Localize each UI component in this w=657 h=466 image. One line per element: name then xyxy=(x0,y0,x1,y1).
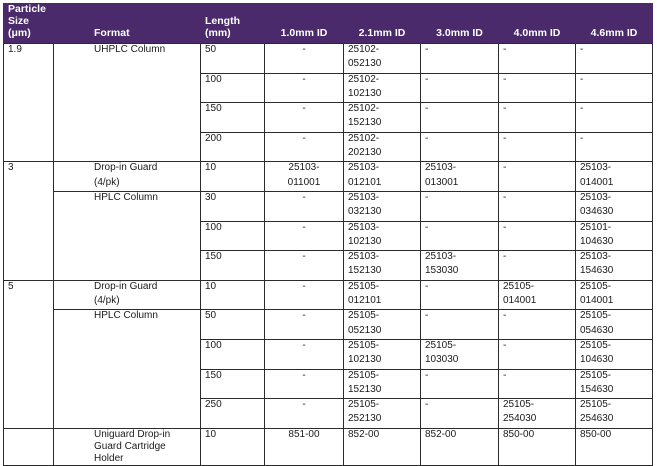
cell-3-0mm-id: 25103- xyxy=(421,251,499,266)
cell-particle-size xyxy=(4,147,54,162)
cell-2-1mm-id: 252130 xyxy=(344,413,421,428)
cell-2-1mm-id: 25102- xyxy=(344,44,421,59)
cell-3-0mm-id: 013001 xyxy=(421,177,499,192)
cell-4-6mm-id xyxy=(576,147,653,162)
table-row xyxy=(4,236,653,251)
cell-length xyxy=(201,88,265,103)
cell-3-0mm-id: - xyxy=(421,73,499,88)
cell-particle-size xyxy=(4,221,54,236)
cell-length xyxy=(201,354,265,369)
cell-1-0mm-id xyxy=(265,206,344,221)
table-row xyxy=(4,369,653,384)
cell-1-0mm-id: 25103- xyxy=(265,162,344,177)
cell-2-1mm-id: 25105- xyxy=(344,399,421,414)
product-table-container xyxy=(3,3,653,466)
cell-length: 10 xyxy=(201,162,265,177)
cell-particle-size xyxy=(4,73,54,88)
cell-format xyxy=(54,103,201,118)
cell-3-0mm-id: - xyxy=(421,280,499,295)
cell-1-0mm-id xyxy=(265,88,344,103)
table-row xyxy=(4,221,653,236)
cell-format xyxy=(54,265,201,280)
cell-3-0mm-id xyxy=(421,147,499,162)
cell-particle-size xyxy=(4,103,54,118)
cell-2-1mm-id: 25103- xyxy=(344,191,421,206)
cell-1-0mm-id: - xyxy=(265,251,344,266)
header-length: Length (mm) xyxy=(201,3,265,44)
cell-format xyxy=(54,339,201,354)
table-row xyxy=(4,384,653,399)
cell-1-0mm-id: - xyxy=(265,339,344,354)
cell-4-0mm-id: 850-00 xyxy=(499,428,576,465)
cell-4-6mm-id: 25105- xyxy=(576,369,653,384)
cell-3-0mm-id: - xyxy=(421,103,499,118)
cell-1-0mm-id: - xyxy=(265,310,344,325)
cell-length xyxy=(201,325,265,340)
table-row xyxy=(4,147,653,162)
cell-1-0mm-id: 851-00 xyxy=(265,428,344,465)
cell-2-1mm-id: 852-00 xyxy=(344,428,421,465)
cell-2-1mm-id: 25105- xyxy=(344,339,421,354)
cell-1-0mm-id: - xyxy=(265,280,344,295)
cell-4-6mm-id: 25103- xyxy=(576,191,653,206)
cell-particle-size: 1.9 xyxy=(4,44,54,59)
cell-length: 30 xyxy=(201,191,265,206)
cell-4-0mm-id xyxy=(499,265,576,280)
cell-1-0mm-id: - xyxy=(265,103,344,118)
cell-format xyxy=(54,354,201,369)
cell-4-6mm-id: 850-00 xyxy=(576,428,653,465)
cell-4-6mm-id: 25105- xyxy=(576,339,653,354)
cell-2-1mm-id: 102130 xyxy=(344,236,421,251)
cell-length: 100 xyxy=(201,221,265,236)
cell-4-6mm-id xyxy=(576,58,653,73)
cell-4-0mm-id xyxy=(499,206,576,221)
cell-4-0mm-id: - xyxy=(499,44,576,59)
cell-1-0mm-id: - xyxy=(265,132,344,147)
cell-format xyxy=(54,221,201,236)
cell-particle-size xyxy=(4,399,54,414)
cell-2-1mm-id: 052130 xyxy=(344,325,421,340)
cell-format xyxy=(54,413,201,428)
cell-particle-size xyxy=(4,310,54,325)
cell-1-0mm-id: - xyxy=(265,73,344,88)
cell-3-0mm-id: - xyxy=(421,44,499,59)
cell-4-0mm-id: 254030 xyxy=(499,413,576,428)
cell-3-0mm-id: - xyxy=(421,132,499,147)
cell-4-6mm-id: 25105- xyxy=(576,310,653,325)
cell-4-6mm-id xyxy=(576,88,653,103)
table-row xyxy=(4,265,653,280)
table-row xyxy=(4,44,653,59)
cell-2-1mm-id: 25103- xyxy=(344,251,421,266)
cell-4-6mm-id: - xyxy=(576,103,653,118)
cell-particle-size xyxy=(4,339,54,354)
cell-1-0mm-id xyxy=(265,236,344,251)
cell-1-0mm-id: 011001 xyxy=(265,177,344,192)
table-row xyxy=(4,73,653,88)
cell-length xyxy=(201,384,265,399)
table-row xyxy=(4,162,653,177)
header-row xyxy=(4,3,653,44)
cell-4-0mm-id xyxy=(499,117,576,132)
cell-length xyxy=(201,206,265,221)
cell-2-1mm-id: 25103- xyxy=(344,162,421,177)
cell-2-1mm-id: 102130 xyxy=(344,88,421,103)
cell-particle-size: 3 xyxy=(4,162,54,177)
cell-2-1mm-id: 152130 xyxy=(344,265,421,280)
cell-particle-size xyxy=(4,58,54,73)
cell-particle-size xyxy=(4,354,54,369)
cell-3-0mm-id: 25105- xyxy=(421,339,499,354)
cell-particle-size xyxy=(4,325,54,340)
cell-4-0mm-id xyxy=(499,325,576,340)
cell-3-0mm-id: 103030 xyxy=(421,354,499,369)
cell-1-0mm-id xyxy=(265,265,344,280)
cell-length: 200 xyxy=(201,132,265,147)
table-row xyxy=(4,354,653,369)
cell-particle-size xyxy=(4,369,54,384)
cell-2-1mm-id: 25105- xyxy=(344,280,421,295)
cell-1-0mm-id xyxy=(265,384,344,399)
cell-length: 10 xyxy=(201,280,265,295)
cell-format: (4/pk) xyxy=(54,295,201,310)
cell-2-1mm-id: 25102- xyxy=(344,73,421,88)
cell-4-0mm-id: - xyxy=(499,132,576,147)
cell-format xyxy=(54,147,201,162)
cell-4-0mm-id: 25105- xyxy=(499,399,576,414)
header-1-0mm-id: 1.0mm ID xyxy=(265,3,344,44)
cell-4-6mm-id: 154630 xyxy=(576,265,653,280)
cell-format xyxy=(54,117,201,132)
cell-3-0mm-id: 852-00 xyxy=(421,428,499,465)
cell-particle-size xyxy=(4,191,54,206)
header-4-6mm-id: 4.6mm ID xyxy=(576,3,653,44)
cell-4-6mm-id: 054630 xyxy=(576,325,653,340)
cell-3-0mm-id xyxy=(421,236,499,251)
cell-particle-size xyxy=(4,428,54,465)
cell-4-0mm-id: - xyxy=(499,73,576,88)
cell-particle-size xyxy=(4,384,54,399)
cell-4-6mm-id: - xyxy=(576,73,653,88)
cell-4-0mm-id xyxy=(499,58,576,73)
table-row xyxy=(4,295,653,310)
cell-4-6mm-id: 014001 xyxy=(576,177,653,192)
cell-4-0mm-id xyxy=(499,147,576,162)
cell-format xyxy=(54,132,201,147)
cell-length xyxy=(201,58,265,73)
cell-length: 10 xyxy=(201,428,265,465)
cell-length: 50 xyxy=(201,310,265,325)
table-row xyxy=(4,132,653,147)
cell-4-6mm-id: 254630 xyxy=(576,413,653,428)
cell-1-0mm-id xyxy=(265,413,344,428)
cell-4-0mm-id: - xyxy=(499,251,576,266)
cell-particle-size xyxy=(4,236,54,251)
table-row xyxy=(4,310,653,325)
cell-particle-size xyxy=(4,413,54,428)
product-table xyxy=(3,3,653,466)
cell-3-0mm-id xyxy=(421,325,499,340)
cell-4-0mm-id xyxy=(499,384,576,399)
table-row xyxy=(4,206,653,221)
cell-1-0mm-id: - xyxy=(265,44,344,59)
table-row xyxy=(4,399,653,414)
cell-3-0mm-id: - xyxy=(421,221,499,236)
cell-4-6mm-id: 154630 xyxy=(576,384,653,399)
cell-format xyxy=(54,384,201,399)
cell-2-1mm-id: 102130 xyxy=(344,354,421,369)
table-row xyxy=(4,280,653,295)
cell-4-0mm-id: 25105- xyxy=(499,280,576,295)
cell-4-6mm-id: 25103- xyxy=(576,162,653,177)
cell-4-0mm-id: - xyxy=(499,103,576,118)
cell-particle-size xyxy=(4,251,54,266)
cell-format xyxy=(54,73,201,88)
cell-4-0mm-id: 014001 xyxy=(499,295,576,310)
cell-1-0mm-id xyxy=(265,58,344,73)
cell-format xyxy=(54,58,201,73)
cell-4-6mm-id: - xyxy=(576,44,653,59)
cell-format xyxy=(54,399,201,414)
cell-4-0mm-id xyxy=(499,354,576,369)
cell-4-6mm-id: 014001 xyxy=(576,295,653,310)
cell-3-0mm-id xyxy=(421,206,499,221)
cell-format: HPLC Column xyxy=(54,310,201,325)
cell-length xyxy=(201,295,265,310)
header-3-0mm-id: 3.0mm ID xyxy=(421,3,499,44)
cell-2-1mm-id: 152130 xyxy=(344,384,421,399)
cell-format: HPLC Column xyxy=(54,191,201,206)
cell-3-0mm-id xyxy=(421,413,499,428)
cell-length: 100 xyxy=(201,73,265,88)
table-row-holder xyxy=(4,428,653,465)
cell-4-6mm-id: - xyxy=(576,132,653,147)
cell-2-1mm-id: 25105- xyxy=(344,310,421,325)
cell-format: UHPLC Column xyxy=(54,44,201,59)
cell-length xyxy=(201,413,265,428)
cell-2-1mm-id: 012101 xyxy=(344,295,421,310)
cell-3-0mm-id: - xyxy=(421,399,499,414)
table-row xyxy=(4,117,653,132)
table-row xyxy=(4,413,653,428)
cell-particle-size xyxy=(4,177,54,192)
cell-3-0mm-id: 153030 xyxy=(421,265,499,280)
cell-particle-size xyxy=(4,265,54,280)
table-row xyxy=(4,177,653,192)
cell-length xyxy=(201,236,265,251)
cell-format xyxy=(54,206,201,221)
cell-particle-size xyxy=(4,117,54,132)
cell-2-1mm-id: 202130 xyxy=(344,147,421,162)
cell-4-0mm-id: - xyxy=(499,369,576,384)
header-format: Format xyxy=(54,3,201,44)
cell-format xyxy=(54,88,201,103)
cell-2-1mm-id: 032130 xyxy=(344,206,421,221)
cell-4-6mm-id xyxy=(576,117,653,132)
cell-4-6mm-id: 25105- xyxy=(576,280,653,295)
cell-1-0mm-id: - xyxy=(265,221,344,236)
table-row xyxy=(4,88,653,103)
cell-particle-size xyxy=(4,88,54,103)
cell-3-0mm-id xyxy=(421,384,499,399)
cell-4-0mm-id: - xyxy=(499,191,576,206)
cell-format: Uniguard Drop-in Guard Cartridge Holder xyxy=(54,428,201,465)
cell-4-6mm-id: 034630 xyxy=(576,206,653,221)
table-row xyxy=(4,191,653,206)
cell-particle-size xyxy=(4,132,54,147)
cell-2-1mm-id: 25102- xyxy=(344,103,421,118)
cell-format xyxy=(54,325,201,340)
cell-4-0mm-id xyxy=(499,177,576,192)
table-row xyxy=(4,339,653,354)
cell-length xyxy=(201,265,265,280)
cell-3-0mm-id xyxy=(421,58,499,73)
cell-length: 150 xyxy=(201,251,265,266)
cell-2-1mm-id: 25103- xyxy=(344,221,421,236)
table-row xyxy=(4,58,653,73)
cell-1-0mm-id xyxy=(265,147,344,162)
table-row xyxy=(4,103,653,118)
cell-3-0mm-id: - xyxy=(421,369,499,384)
header-4-0mm-id: 4.0mm ID xyxy=(499,3,576,44)
cell-3-0mm-id: - xyxy=(421,310,499,325)
cell-2-1mm-id: 25105- xyxy=(344,369,421,384)
table-body xyxy=(4,44,653,466)
cell-4-0mm-id xyxy=(499,236,576,251)
cell-3-0mm-id xyxy=(421,88,499,103)
cell-length xyxy=(201,147,265,162)
cell-4-6mm-id: 25103- xyxy=(576,251,653,266)
cell-particle-size xyxy=(4,206,54,221)
header-2-1mm-id: 2.1mm ID xyxy=(344,3,421,44)
cell-length: 150 xyxy=(201,369,265,384)
cell-3-0mm-id xyxy=(421,295,499,310)
cell-2-1mm-id: 012101 xyxy=(344,177,421,192)
cell-4-6mm-id: 104630 xyxy=(576,354,653,369)
cell-3-0mm-id xyxy=(421,117,499,132)
cell-format: (4/pk) xyxy=(54,177,201,192)
cell-format xyxy=(54,251,201,266)
cell-length: 250 xyxy=(201,399,265,414)
cell-4-6mm-id: 25105- xyxy=(576,399,653,414)
cell-4-0mm-id xyxy=(499,88,576,103)
cell-particle-size: 5 xyxy=(4,280,54,295)
cell-4-0mm-id: - xyxy=(499,162,576,177)
cell-3-0mm-id: - xyxy=(421,191,499,206)
cell-1-0mm-id xyxy=(265,295,344,310)
cell-length: 50 xyxy=(201,44,265,59)
cell-format xyxy=(54,369,201,384)
cell-1-0mm-id xyxy=(265,325,344,340)
table-header xyxy=(4,3,653,44)
cell-format xyxy=(54,236,201,251)
cell-4-0mm-id: - xyxy=(499,221,576,236)
table-row xyxy=(4,325,653,340)
cell-1-0mm-id: - xyxy=(265,399,344,414)
cell-1-0mm-id: - xyxy=(265,369,344,384)
cell-1-0mm-id xyxy=(265,117,344,132)
cell-1-0mm-id xyxy=(265,354,344,369)
cell-4-6mm-id: 104630 xyxy=(576,236,653,251)
table-row xyxy=(4,251,653,266)
cell-length: 100 xyxy=(201,339,265,354)
cell-2-1mm-id: 25102- xyxy=(344,132,421,147)
header-particle-size: Particle Size (μm) xyxy=(4,3,54,44)
cell-4-6mm-id: 25101- xyxy=(576,221,653,236)
cell-format: Drop-in Guard xyxy=(54,162,201,177)
cell-particle-size xyxy=(4,295,54,310)
cell-2-1mm-id: 052130 xyxy=(344,58,421,73)
cell-length xyxy=(201,177,265,192)
cell-3-0mm-id: 25103- xyxy=(421,162,499,177)
cell-format: Drop-in Guard xyxy=(54,280,201,295)
cell-1-0mm-id: - xyxy=(265,191,344,206)
cell-length: 150 xyxy=(201,103,265,118)
cell-4-0mm-id: - xyxy=(499,339,576,354)
cell-length xyxy=(201,117,265,132)
cell-4-0mm-id: - xyxy=(499,310,576,325)
cell-2-1mm-id: 152130 xyxy=(344,117,421,132)
